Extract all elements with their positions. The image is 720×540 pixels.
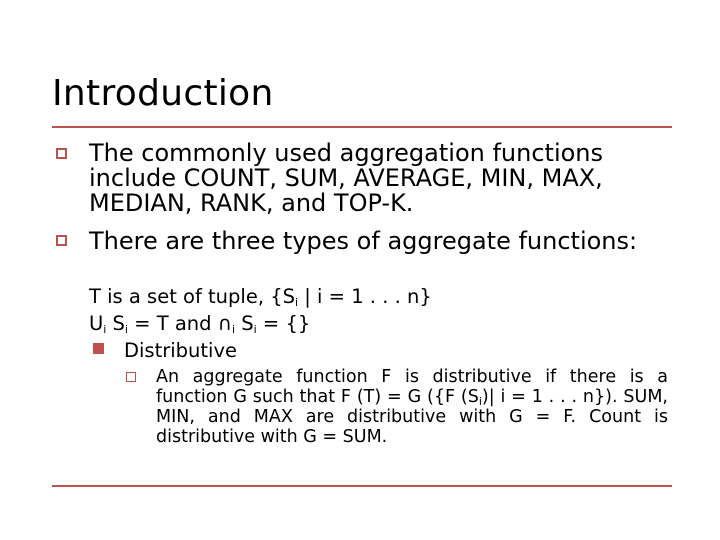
subbullet-distributive: Distributive xyxy=(124,339,238,362)
tuple-definition: T is a set of tuple, {$S_i$ | i = 1 . . . n} xyxy=(89,285,432,309)
title-divider xyxy=(52,126,672,128)
union-intersection-definition: $U_i$ $S_i = T$ and $\cap_i$ $S_i$ = {} xyxy=(89,312,311,336)
filled-square-bullet-icon xyxy=(93,343,104,354)
distributive-explanation: An aggregate function F is distributive if there is a function G such that F (T) = G ({F $(S_i)|$ i = 1 . . . n}). SUM, MIN, and MAX are distributive with G = F. Count is distributive with G = SUM. xyxy=(156,367,668,447)
hollow-square-bullet-icon xyxy=(56,148,67,159)
footer-divider xyxy=(52,485,672,487)
hollow-square-bullet-icon xyxy=(56,235,67,246)
slide-title: Introduction xyxy=(52,73,274,114)
bullet-aggregate-types: There are three types of aggregate functions: xyxy=(89,227,638,255)
bullet-aggregation-functions: The commonly used aggregation functions include COUNT, SUM, AVERAGE, MIN, MAX, MEDIAN, RANK, and TOP-K. xyxy=(89,139,604,217)
hollow-square-bullet-icon xyxy=(126,372,136,382)
